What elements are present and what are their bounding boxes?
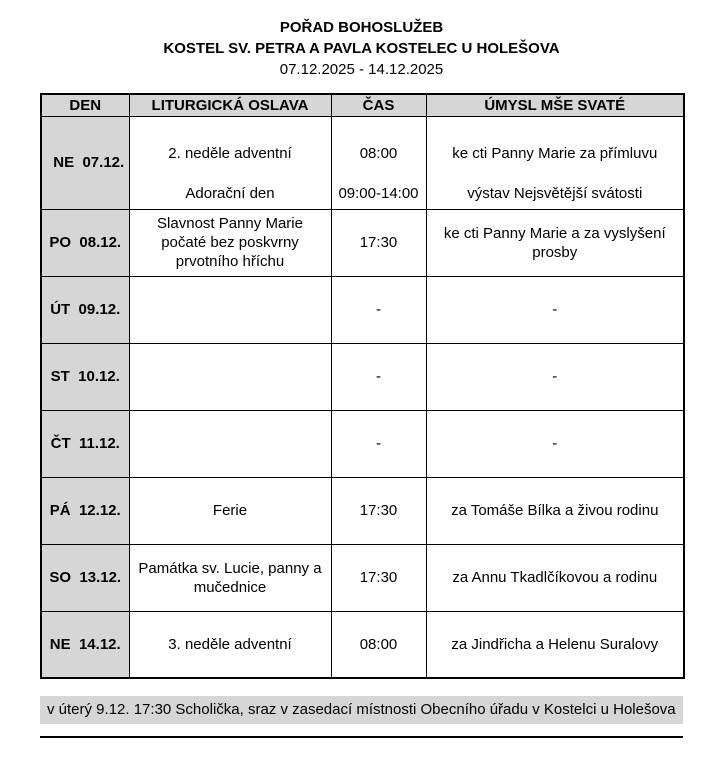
celebration-cell bbox=[129, 343, 331, 410]
table-row-ne-1412 bbox=[41, 611, 684, 678]
celebration-line-2: Adorační den bbox=[185, 184, 275, 202]
intention-cell: - bbox=[426, 343, 684, 410]
table-row-po-0812 bbox=[41, 209, 684, 276]
document-header bbox=[40, 17, 683, 80]
time-cell: 17:30 bbox=[331, 477, 426, 544]
table-row-ct-1112 bbox=[41, 410, 684, 477]
intention-cell: za Annu Tkadlčíkovou a rodinu bbox=[426, 544, 684, 611]
column-header-liturgicka-oslava: LITURGICKÁ OSLAVA bbox=[129, 94, 331, 116]
time-line-1: 08:00 bbox=[359, 144, 398, 162]
celebration-cell: Památka sv. Lucie, panny a mučednice bbox=[129, 544, 331, 611]
celebration-cell bbox=[129, 116, 331, 209]
column-header-cas: ČAS bbox=[331, 94, 426, 116]
celebration-cell: Ferie bbox=[129, 477, 331, 544]
intention-cell: - bbox=[426, 410, 684, 477]
table-row-ne-0712 bbox=[41, 116, 684, 209]
intention-cell: - bbox=[426, 276, 684, 343]
time-cell: - bbox=[331, 410, 426, 477]
table-row-ut-0912 bbox=[41, 276, 684, 343]
day-cell: ST 10.12. bbox=[41, 343, 129, 410]
time-cell: 17:30 bbox=[331, 544, 426, 611]
time-cell: 08:00 bbox=[331, 611, 426, 678]
day-cell: NE 07.12. bbox=[41, 116, 129, 209]
table-row-st-1012 bbox=[41, 343, 684, 410]
footer-note: v úterý 9.12. 17:30 Scholička, sraz v zasedací místnosti Obecního úřadu v Kostelci u Holešova bbox=[40, 696, 683, 724]
day-cell: NE 14.12. bbox=[41, 611, 129, 678]
day-cell: SO 13.12. bbox=[41, 544, 129, 611]
time-cell: - bbox=[331, 343, 426, 410]
time-line-2: 09:00-14:00 bbox=[338, 184, 419, 202]
page-subtitle: KOSTEL SV. PETRA A PAVLA KOSTELEC U HOLEŠOVA bbox=[163, 40, 560, 57]
date-range: 07.12.2025 - 14.12.2025 bbox=[279, 61, 444, 78]
time-cell bbox=[331, 116, 426, 209]
celebration-cell: Slavnost Panny Marie počaté bez poskvrny prvotního hříchu bbox=[129, 209, 331, 276]
intention-cell: za Jindřicha a Helenu Suralovy bbox=[426, 611, 684, 678]
schedule-table bbox=[40, 93, 685, 679]
intention-line-2: výstav Nejsvětější svátosti bbox=[467, 184, 643, 202]
intention-cell bbox=[426, 116, 684, 209]
day-cell: PO 08.12. bbox=[41, 209, 129, 276]
celebration-cell bbox=[129, 276, 331, 343]
time-cell: - bbox=[331, 276, 426, 343]
intention-cell: za Tomáše Bílka a živou rodinu bbox=[426, 477, 684, 544]
celebration-cell bbox=[129, 410, 331, 477]
intention-cell: ke cti Panny Marie a za vyslyšení prosby bbox=[426, 209, 684, 276]
table-row-pa-1212 bbox=[41, 477, 684, 544]
bottom-rule bbox=[40, 736, 683, 738]
intention-line-1: ke cti Panny Marie za přímluvu bbox=[452, 144, 658, 162]
column-header-den: DEN bbox=[41, 94, 129, 116]
table-row-so-1312 bbox=[41, 544, 684, 611]
day-cell: ÚT 09.12. bbox=[41, 276, 129, 343]
page-title: POŘAD BOHOSLUŽEB bbox=[279, 19, 444, 36]
celebration-line-1: 2. neděle adventní bbox=[168, 144, 292, 162]
day-cell: PÁ 12.12. bbox=[41, 477, 129, 544]
time-cell: 17:30 bbox=[331, 209, 426, 276]
day-cell: ČT 11.12. bbox=[41, 410, 129, 477]
celebration-cell: 3. neděle adventní bbox=[129, 611, 331, 678]
table-header-row bbox=[41, 94, 684, 116]
column-header-umysl-mse-svate: ÚMYSL MŠE SVATÉ bbox=[426, 94, 684, 116]
